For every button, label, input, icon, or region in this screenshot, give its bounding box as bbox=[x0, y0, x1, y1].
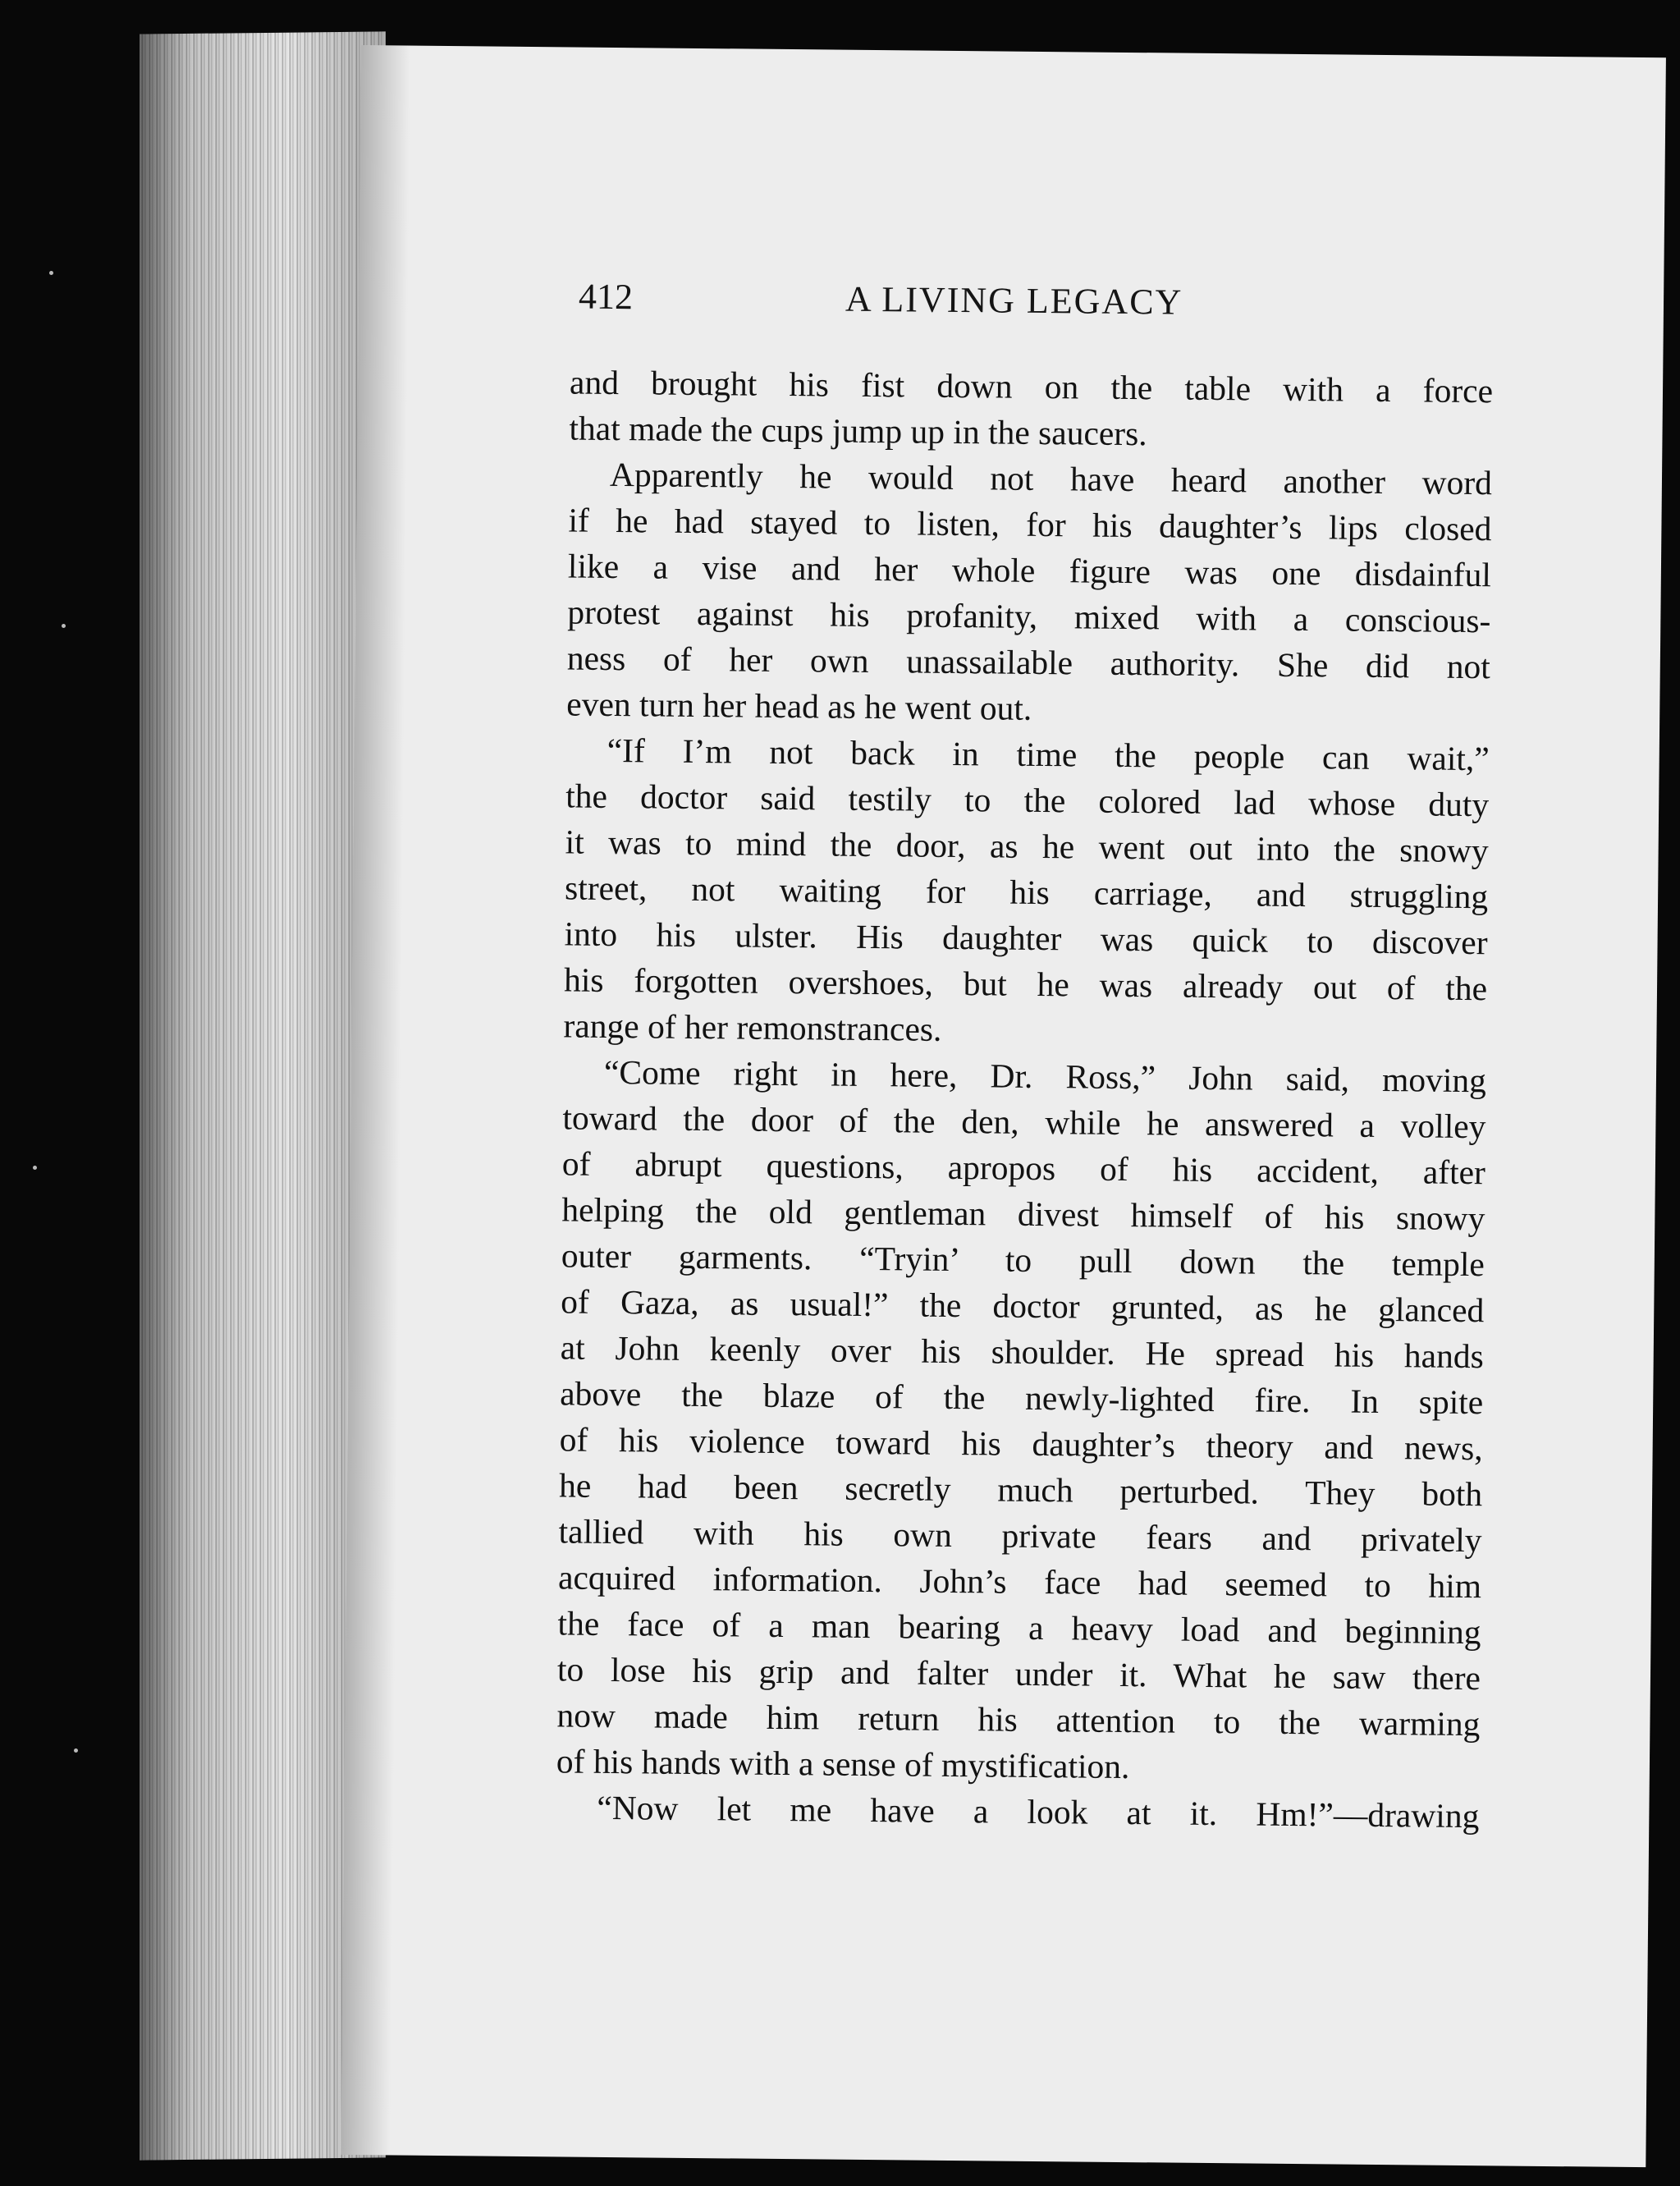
text-line: like a vise and her whole figure was one disdainful bbox=[567, 547, 1492, 594]
text-line: of abrupt questions, apropos of his accident, after bbox=[561, 1144, 1486, 1192]
dust-speck bbox=[49, 271, 53, 275]
body-text bbox=[556, 359, 1493, 1839]
text-line: above the blaze of the newly-lighted fire. In spite bbox=[560, 1374, 1484, 1422]
text-line: into his ulster. His daughter was quick to discover bbox=[564, 914, 1488, 962]
book-page bbox=[341, 45, 1666, 2167]
text-line: tallied with his own private fears and privately bbox=[558, 1512, 1482, 1560]
text-line: protest against his profanity, mixed with a conscious- bbox=[567, 593, 1491, 640]
text-line: and brought his fist down on the table with a force bbox=[569, 363, 1494, 410]
text-line: at John keenly over his shoulder. He spread his hands bbox=[560, 1328, 1484, 1376]
text-line: of his violence toward his daughter’s theory and news, bbox=[559, 1420, 1483, 1468]
running-title: A LIVING LEGACY bbox=[845, 278, 1183, 323]
text-line: helping the old gentleman divest himself of his snowy bbox=[561, 1190, 1485, 1238]
text-line: ness of her own unassailable authority. She did not bbox=[566, 639, 1491, 686]
text-line: it was to mind the door, as he went out into the snowy bbox=[565, 823, 1489, 870]
text-line: acquired information. John’s face had seemed to him bbox=[557, 1558, 1482, 1606]
text-line: range of her remonstrances. bbox=[563, 1006, 942, 1048]
text-line: outer garments. “Tryin’ to pull down the temple bbox=[561, 1236, 1485, 1284]
dust-speck bbox=[62, 624, 66, 628]
text-line: street, not waiting for his carriage, and struggling bbox=[564, 868, 1489, 916]
text-line: the doctor said testily to the colored lad whose duty bbox=[565, 777, 1490, 824]
text-line: of his hands with a sense of mystification. bbox=[556, 1742, 1130, 1786]
text-line: the face of a man bearing a heavy load and beginning bbox=[557, 1604, 1481, 1652]
text-line: that made the cups jump up in the saucers. bbox=[569, 409, 1147, 453]
text-line: now made him return his attention to the warming bbox=[556, 1696, 1481, 1744]
text-line: toward the door of the den, while he answered a volley bbox=[562, 1098, 1486, 1146]
text-line: he had been secretly much perturbed. They both bbox=[558, 1466, 1483, 1514]
dust-speck bbox=[33, 1166, 37, 1170]
text-line: even turn her head as he went out. bbox=[566, 685, 1032, 727]
text-line: to lose his grip and falter under it. What he saw there bbox=[556, 1650, 1481, 1698]
dust-speck bbox=[74, 1748, 78, 1753]
running-head bbox=[579, 268, 1482, 334]
text-line: Apparently he would not have heard another word bbox=[609, 455, 1493, 502]
text-line: “If I’m not back in time the people can wait,” bbox=[607, 731, 1490, 778]
text-line: if he had stayed to listen, for his daughter’s lips closed bbox=[568, 501, 1492, 548]
text-line: his forgotten overshoes, but he was already out of the bbox=[563, 960, 1488, 1008]
text-line: “Now let me have a look at it. Hm!”—drawing bbox=[597, 1788, 1480, 1835]
text-line: “Come right in here, Dr. Ross,” John said, moving bbox=[603, 1052, 1487, 1100]
text-line: of Gaza, as usual!” the doctor grunted, as he glanced bbox=[561, 1282, 1485, 1330]
page-number: 412 bbox=[578, 276, 634, 318]
